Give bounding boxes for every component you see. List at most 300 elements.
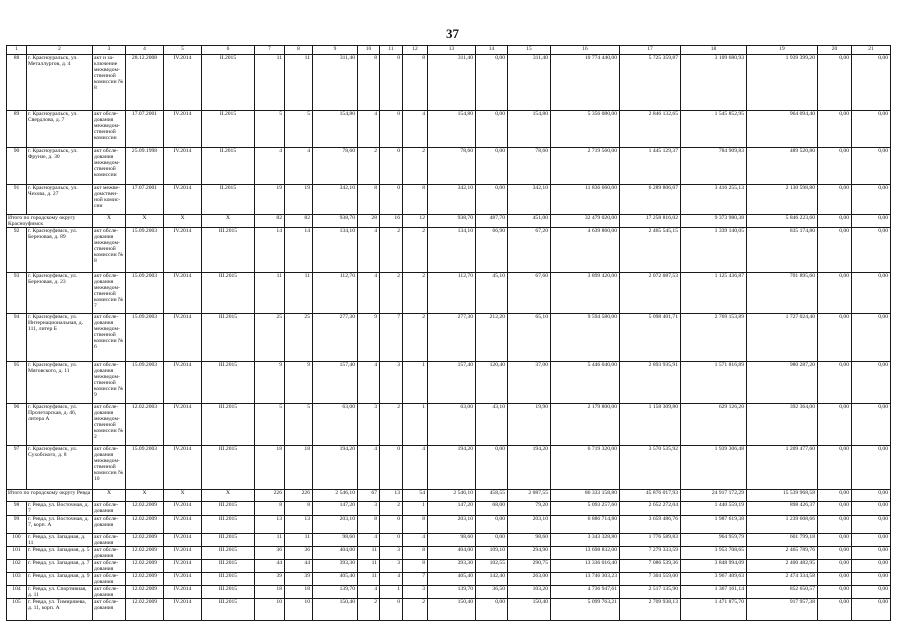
table-cell: акт обсле-дования [93,599,126,621]
table-cell: 1 209 477,60 [747,446,818,490]
table-cell: 1 776 589,83 [620,534,681,547]
table-cell: 25 [285,314,313,362]
table-cell: 8 [403,547,428,560]
table-cell: 9 [358,314,380,362]
table-cell: II.2015 [202,111,255,148]
table-cell: 112,70 [428,273,476,314]
table-cell: 0,00 [818,446,852,490]
table-cell: 3 848 994,09 [681,560,747,573]
table-cell: 3 [380,560,403,573]
column-number-cell: 7 [255,46,285,55]
table-cell: 0,00 [476,516,508,534]
table-cell: 1 571 816,89 [681,362,747,404]
table-cell: 15.09.2003 [126,228,164,273]
table-cell: 24 917 172,29 [681,490,747,502]
table-cell: г. Красноуфимск, ул. Сухобского, д. 8 [27,446,93,490]
table-cell: 1 [380,586,403,599]
table-cell: 311,40 [508,55,551,111]
table-cell: 98,60 [313,534,358,547]
table-cell: 18 [255,446,285,490]
table-cell: 1 440 559,19 [681,502,747,516]
table-cell: 1 [403,362,428,404]
table-cell: 12.02.2009 [126,547,164,560]
table-cell: 4 [403,534,428,547]
table-cell: 0,00 [852,534,891,547]
table-cell: г. Красноуральск, ул. Свердлова, д. 7 [27,111,93,148]
table-cell: 91 [7,185,27,215]
table-cell: 0,00 [818,215,852,228]
table-cell: 0,00 [852,516,891,534]
table-cell: 3 [380,547,403,560]
table-cell: акт обсле-дования межведом-ственной комиссии № 6 [93,314,126,362]
table-cell: 1 158 309,80 [620,404,681,446]
table-cell: 88 [7,55,27,111]
table-cell: 82 [285,215,313,228]
table-cell: акт межве-домствен-ной комис-сии [93,185,126,215]
table-cell: II.2015 [202,55,255,111]
column-number-cell: 1 [7,46,27,55]
table-cell: 39 [285,573,313,586]
table-cell: III.2015 [202,404,255,446]
column-number-cell: 12 [403,46,428,55]
table-cell: 2 546,10 [313,490,358,502]
table-cell: 2 [380,404,403,446]
table-cell: 5 [255,111,285,148]
table-cell: 25.09.1998 [126,148,164,185]
table-cell: 103,20 [508,586,551,599]
table-cell: IV.2014 [164,502,202,516]
table-cell: 0,00 [476,446,508,490]
table-cell: акт обсле-дования межведом-ственной комиссии № 8 [93,228,126,273]
table-cell: 629 126,20 [681,404,747,446]
table-cell: г. Ревда, ул. Западная, д. 11 [27,534,93,547]
table-cell: 0,00 [818,573,852,586]
table-cell: 4 [358,446,380,490]
table-cell: акт обсле-дования межведом-ственной комиссии [93,148,126,185]
table-cell: 4 [358,586,380,599]
table-cell: 392 364,00 [747,404,818,446]
table-cell: 11 [255,534,285,547]
table-cell: 0 [380,55,403,111]
table-cell: 8 [403,185,428,215]
table-cell: 78,60 [428,148,476,185]
column-number-cell: 20 [818,46,852,55]
table-cell: акт обсле-дования [93,502,126,516]
table-cell: 1 471 875,70 [681,599,747,621]
table-cell: III.2015 [202,362,255,404]
table-cell: 43,10 [476,404,508,446]
table-cell: 11 [255,273,285,314]
table-cell: 13 698 832,00 [551,547,620,560]
table-cell: 2 546,10 [428,490,476,502]
table-cell: 8 [358,185,380,215]
table-cell: акт обсле-дования [93,560,126,573]
table-cell: 14 [255,228,285,273]
table-cell: 5 099 763,21 [551,599,620,621]
table-cell: III.2015 [202,228,255,273]
table-cell: 82 [255,215,285,228]
table-cell: 10 [285,599,313,621]
table-row [7,502,891,516]
table-cell: г. Красноуральск, ул. Фрунзе, д. 30 [27,148,93,185]
table-cell: 2 130 598,80 [747,185,818,215]
table-cell: 203,10 [313,516,358,534]
table-cell: 458,55 [476,490,508,502]
table-cell: 0,00 [818,404,852,446]
table-cell: акт обсле-дования межведом-ственной комиссии [93,111,126,148]
table-cell: 4 [285,148,313,185]
table-cell: 12.02.2009 [126,586,164,599]
table-cell: 7 279 333,59 [620,547,681,560]
table-cell: 5 [285,111,313,148]
table-cell: 12.02.2009 [126,534,164,547]
table-cell: г. Ревда, ул. Спортивная, д. 11 [27,586,93,599]
table-cell: 157,40 [313,362,358,404]
table-cell: 0,00 [818,560,852,573]
table-cell: X [202,215,255,228]
table-cell: IV.2014 [164,148,202,185]
table-cell: 11 [358,547,380,560]
table-row [7,228,891,273]
table-cell: 16 [380,215,403,228]
subtotal-label: Итого по городскому округу Красноуфимск [7,215,93,228]
column-number-cell: 13 [428,46,476,55]
table-cell: 93 [7,273,27,314]
table-cell: 212,20 [476,314,508,362]
table-row [7,55,891,111]
table-cell: 28 [358,215,380,228]
table-cell: IV.2014 [164,586,202,599]
table-cell: III.2015 [202,273,255,314]
table-cell: 15.09.2003 [126,273,164,314]
table-cell: 835 174,80 [747,228,818,273]
table-cell: 10 774 440,00 [551,55,620,111]
table-cell: 0,00 [852,148,891,185]
table-cell: акт обсле-дования [93,534,126,547]
page-number: 37 [446,26,459,41]
table-cell: 938,70 [313,215,358,228]
table-cell: 97 [7,446,27,490]
table-cell: 3 343 328,80 [551,534,620,547]
table-cell: 12.02.2003 [126,404,164,446]
table-cell: 2 [380,273,403,314]
table-cell: 917 957,38 [747,599,818,621]
table-cell: 2 465 789,76 [747,547,818,560]
table-cell: 194,20 [428,446,476,490]
table-cell: г. Ревда, ул. Тимирязева, д. 11, корп. А [27,599,93,621]
table-cell: 194,20 [508,446,551,490]
table-cell: IV.2014 [164,547,202,560]
table-cell: 342,10 [508,185,551,215]
table-cell: 147,20 [313,502,358,516]
table-cell: 2 769 153,89 [681,314,747,362]
table-cell: 0,00 [818,362,852,404]
table-cell: 154,80 [428,111,476,148]
table-cell: X [126,490,164,502]
table-cell: 1 339 140,05 [681,228,747,273]
column-number-cell: 3 [93,46,126,55]
table-cell: 15 539 968,58 [747,490,818,502]
table-cell: 2 893 935,91 [620,362,681,404]
table-cell: 5 446 040,00 [551,362,620,404]
table-cell: 2 [403,228,428,273]
table-body [7,46,891,621]
table-cell: 150,40 [313,599,358,621]
table-cell: 1 939 399,20 [747,55,818,111]
table-cell: 44 [255,560,285,573]
table-cell: 3 [358,502,380,516]
table-cell: 2 [403,273,428,314]
column-number-cell: 18 [681,46,747,55]
column-number-cell: 8 [285,46,313,55]
table-cell: X [164,215,202,228]
column-number-cell: 16 [551,46,620,55]
table-cell: 4 [403,111,428,148]
table-row [7,599,891,621]
table-cell: 139,70 [428,586,476,599]
table-cell: 226 [255,490,285,502]
table-cell: 6 886 714,80 [551,516,620,534]
column-number-cell: 15 [508,46,551,55]
table-cell: III.2015 [202,599,255,621]
table-cell: 45 876 017,93 [620,490,681,502]
table-cell: г. Ревда, ул. Западная, д. 7 [27,560,93,573]
table-cell: 99 [7,516,27,534]
table-cell: 67,60 [508,273,551,314]
table-cell: 3 967 409,63 [681,573,747,586]
table-cell: 2 400 482,95 [747,560,818,573]
table-cell: 0,00 [476,111,508,148]
table-cell: 2 652 272,04 [620,502,681,516]
table-cell: 0,00 [852,314,891,362]
table-cell: IV.2014 [164,599,202,621]
table-cell: III.2015 [202,560,255,573]
table-cell: 226 [285,490,313,502]
table-row [7,185,891,215]
table-cell: 9 373 980,38 [681,215,747,228]
table-cell: 154,80 [508,111,551,148]
table-cell: 0,00 [818,516,852,534]
table-cell: IV.2014 [164,560,202,573]
column-number-cell: 11 [380,46,403,55]
table-cell: IV.2014 [164,228,202,273]
table-cell: 11 [285,534,313,547]
table-cell: г. Красноуфимск, ул. Пролетарская, д. 46, литера А [27,404,93,446]
table-cell: 0,00 [852,215,891,228]
table-cell: 0 [380,534,403,547]
table-cell: 0,00 [852,185,891,215]
table-cell: 0,00 [818,502,852,516]
table-cell: 17.07.2001 [126,185,164,215]
table-cell: 0,00 [852,55,891,111]
table-cell: X [93,490,126,502]
table-cell: 12.02.2009 [126,502,164,516]
table-cell: 3 109 680,93 [681,55,747,111]
table-cell: 19 [285,185,313,215]
column-number-cell: 14 [476,46,508,55]
table-cell: 0,00 [476,185,508,215]
table-cell: 203,10 [508,516,551,534]
table-cell: 17.07.2001 [126,111,164,148]
table-cell: г. Красноуфимск, ул. Березовая, д. 89 [27,228,93,273]
table-cell: 36,50 [476,586,508,599]
table-cell: 5 846 223,60 [747,215,818,228]
table-cell: акт обсле-дования межведом-ственной комиссии № 9 [93,362,126,404]
table-cell: 8 [358,516,380,534]
table-cell: 11 836 660,00 [551,185,620,215]
table-cell: 139,70 [313,586,358,599]
table-cell: 393,30 [428,560,476,573]
table-cell: 98,60 [428,534,476,547]
table-cell: 0 [380,516,403,534]
table-cell: 0,00 [818,547,852,560]
table-cell: 0,00 [852,273,891,314]
table-cell: 2 846 132,65 [620,111,681,148]
table-cell: 0,00 [852,586,891,599]
table-cell: 98 [7,502,27,516]
table-cell: 0,00 [818,111,852,148]
table-cell: IV.2014 [164,55,202,111]
table-cell: 938,70 [428,215,476,228]
table-cell: г. Красноуральск, ул. Металлургов, д. 4 [27,55,93,111]
table-row [7,148,891,185]
table-cell: 0,00 [818,148,852,185]
table-cell: 1 987 619,38 [681,516,747,534]
table-cell: 405,40 [428,573,476,586]
table-cell: IV.2014 [164,446,202,490]
subtotal-label: Итого по городскому округу Ревда [7,490,93,502]
table-cell: 1 727 024,40 [747,314,818,362]
table-cell: 2 087,55 [508,490,551,502]
table-cell: 142,40 [476,573,508,586]
table-cell: 9 [255,362,285,404]
table-cell: 36 [285,547,313,560]
table-cell: 2 709 938,13 [620,599,681,621]
table-cell: 2 072 087,53 [620,273,681,314]
table-cell: 147,20 [428,502,476,516]
table-cell: 0,00 [852,573,891,586]
table-cell: 2 465 545,15 [620,228,681,273]
table-cell: IV.2014 [164,404,202,446]
table-cell: III.2015 [202,446,255,490]
table-cell: г. Ревда, ул. Восточная, д. 7, корп. А [27,516,93,534]
table-cell: IV.2014 [164,111,202,148]
table-cell: 12.02.2009 [126,599,164,621]
table-cell: 964 959,79 [681,534,747,547]
table-cell: 7 [380,314,403,362]
table-cell: 12.02.2009 [126,573,164,586]
table-cell: II.2015 [202,185,255,215]
table-cell: 701 895,60 [747,273,818,314]
table-cell: 0 [380,111,403,148]
table-cell: 2 [358,599,380,621]
table-cell: 5 356 080,00 [551,111,620,148]
table-cell: акт обсле-дования [93,586,126,599]
table-cell: акт обсле-дования [93,516,126,534]
table-cell: 63,00 [313,404,358,446]
table-cell: IV.2014 [164,273,202,314]
table-cell: 95 [7,362,27,404]
table-cell: 18 [285,586,313,599]
column-number-cell: 6 [202,46,255,55]
table-cell: 0,00 [852,446,891,490]
table-cell: 3 953 708,65 [681,547,747,560]
table-cell: 2 [403,599,428,621]
table-cell: 4 [255,148,285,185]
table-cell: г. Ревда, ул. Западная, д. 5 [27,547,93,560]
table-row [7,314,891,362]
table-cell: 294,90 [508,547,551,560]
table-cell: 28.12.2008 [126,55,164,111]
table-cell: 8 [403,516,428,534]
table-cell: акт обсле-дования [93,573,126,586]
table-cell: 5 725 359,87 [620,55,681,111]
table-cell: 1 125 436,87 [681,273,747,314]
table-cell: 277,30 [313,314,358,362]
register-table [6,45,891,621]
table-cell: 11 [285,55,313,111]
table-cell: 0,00 [818,586,852,599]
table-cell: 4 [380,573,403,586]
table-row [7,534,891,547]
table-cell: 3 [358,404,380,446]
table-cell: 54 [403,490,428,502]
table-cell: 0,00 [852,362,891,404]
table-cell: 109,10 [476,547,508,560]
table-cell: г. Ревда, ул. Западная, д. 9 [27,573,93,586]
table-cell: 63,00 [428,404,476,446]
table-cell: III.2015 [202,314,255,362]
table-cell: 0,00 [476,148,508,185]
table-cell: 134,10 [313,228,358,273]
table-cell: III.2015 [202,534,255,547]
table-cell: 964 094,40 [747,111,818,148]
column-number-cell: 5 [164,46,202,55]
table-cell: 78,60 [508,148,551,185]
table-cell: 96 [7,404,27,446]
table-cell: 0,00 [852,490,891,502]
table-cell: 112,70 [313,273,358,314]
table-cell: 4 [358,362,380,404]
table-cell: 3 659 486,76 [620,516,681,534]
table-cell: 0,00 [852,547,891,560]
table-cell: 6 289 806,07 [620,185,681,215]
table-cell: 13 746 303,23 [551,573,620,586]
table-cell: 13 [380,490,403,502]
table-cell: 5 093 257,60 [551,502,620,516]
table-cell: 3 899 420,00 [551,273,620,314]
table-cell: IV.2014 [164,516,202,534]
column-number-cell: 19 [747,46,818,55]
table-cell: 14 [285,228,313,273]
table-cell: 4 [403,446,428,490]
table-cell: 2 474 334,58 [747,573,818,586]
table-cell: 0,00 [818,534,852,547]
table-cell: 0,00 [852,111,891,148]
table-cell: 11 [358,560,380,573]
table-cell: IV.2014 [164,185,202,215]
table-cell: 39 [255,573,285,586]
table-cell: 150,40 [508,599,551,621]
table-row [7,586,891,599]
table-cell: 1 367 161,14 [681,586,747,599]
table-cell: 2 [380,502,403,516]
column-number-cell: 17 [620,46,681,55]
table-cell: 1 445 129,37 [620,148,681,185]
table-cell: г. Красноуфимск, ул. Березовая, д. 23 [27,273,93,314]
table-cell: 0,00 [818,314,852,362]
table-cell: 980 287,20 [747,362,818,404]
